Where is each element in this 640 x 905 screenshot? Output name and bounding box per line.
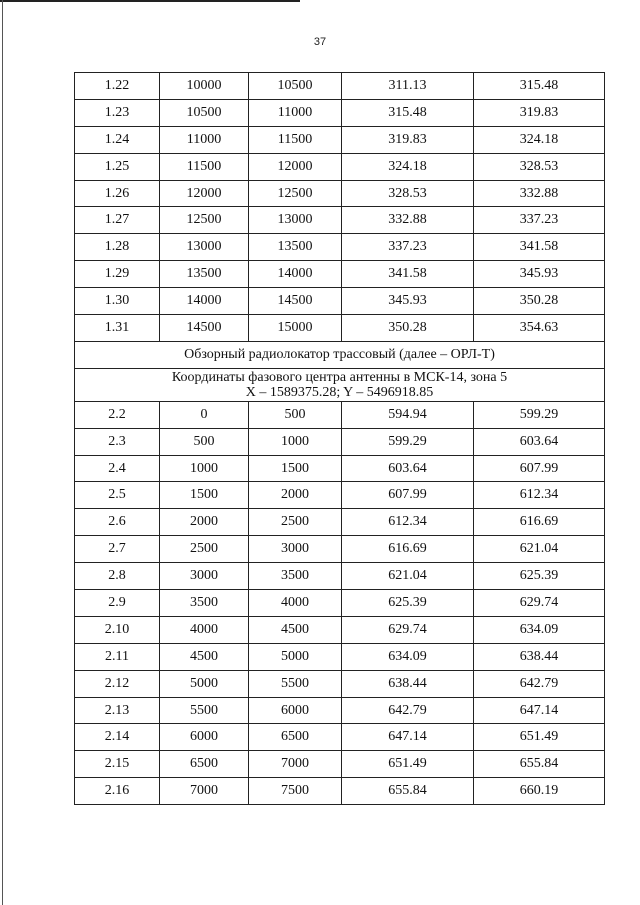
start-value-cell: 599.29 bbox=[342, 428, 474, 455]
to-value-cell: 14000 bbox=[249, 261, 342, 288]
table-row bbox=[75, 153, 605, 180]
from-value-cell: 11000 bbox=[160, 126, 249, 153]
table-row bbox=[75, 482, 605, 509]
row-number-cell: 1.27 bbox=[75, 207, 160, 234]
section-a-rows bbox=[75, 73, 605, 342]
end-value-cell: 629.74 bbox=[474, 590, 605, 617]
section-title: Обзорный радиолокатор трассовый (далее – ОРЛ-Т) bbox=[75, 341, 605, 368]
to-value-cell: 11500 bbox=[249, 126, 342, 153]
row-number-cell: 2.14 bbox=[75, 724, 160, 751]
to-value-cell: 7500 bbox=[249, 778, 342, 805]
data-table bbox=[74, 72, 605, 805]
scan-edge-top bbox=[0, 0, 300, 2]
coordinates-line-2: X – 1589375.28; Y – 5496918.85 bbox=[245, 384, 434, 400]
from-value-cell: 10500 bbox=[160, 99, 249, 126]
table-row bbox=[75, 73, 605, 100]
from-value-cell: 10000 bbox=[160, 73, 249, 100]
table-row bbox=[75, 126, 605, 153]
from-value-cell: 5000 bbox=[160, 670, 249, 697]
end-value-cell: 332.88 bbox=[474, 180, 605, 207]
end-value-cell: 607.99 bbox=[474, 455, 605, 482]
to-value-cell: 5500 bbox=[249, 670, 342, 697]
start-value-cell: 337.23 bbox=[342, 234, 474, 261]
coordinates-row bbox=[75, 368, 605, 401]
row-number-cell: 2.9 bbox=[75, 590, 160, 617]
end-value-cell: 350.28 bbox=[474, 288, 605, 315]
from-value-cell: 11500 bbox=[160, 153, 249, 180]
table-row bbox=[75, 401, 605, 428]
end-value-cell: 660.19 bbox=[474, 778, 605, 805]
end-value-cell: 647.14 bbox=[474, 697, 605, 724]
row-number-cell: 1.22 bbox=[75, 73, 160, 100]
end-value-cell: 634.09 bbox=[474, 616, 605, 643]
end-value-cell: 603.64 bbox=[474, 428, 605, 455]
from-value-cell: 14000 bbox=[160, 288, 249, 315]
end-value-cell: 345.93 bbox=[474, 261, 605, 288]
to-value-cell: 3000 bbox=[249, 536, 342, 563]
from-value-cell: 6000 bbox=[160, 724, 249, 751]
start-value-cell: 616.69 bbox=[342, 536, 474, 563]
to-value-cell: 3500 bbox=[249, 563, 342, 590]
to-value-cell: 6500 bbox=[249, 724, 342, 751]
end-value-cell: 337.23 bbox=[474, 207, 605, 234]
from-value-cell: 4500 bbox=[160, 643, 249, 670]
table-row bbox=[75, 180, 605, 207]
end-value-cell: 315.48 bbox=[474, 73, 605, 100]
to-value-cell: 12500 bbox=[249, 180, 342, 207]
start-value-cell: 634.09 bbox=[342, 643, 474, 670]
row-number-cell: 2.4 bbox=[75, 455, 160, 482]
row-number-cell: 2.15 bbox=[75, 751, 160, 778]
to-value-cell: 500 bbox=[249, 401, 342, 428]
row-number-cell: 2.13 bbox=[75, 697, 160, 724]
table-row bbox=[75, 778, 605, 805]
section-b-rows bbox=[75, 401, 605, 804]
row-number-cell: 2.7 bbox=[75, 536, 160, 563]
table-row bbox=[75, 616, 605, 643]
from-value-cell: 500 bbox=[160, 428, 249, 455]
start-value-cell: 625.39 bbox=[342, 590, 474, 617]
from-value-cell: 4000 bbox=[160, 616, 249, 643]
from-value-cell: 13500 bbox=[160, 261, 249, 288]
table-row bbox=[75, 590, 605, 617]
from-value-cell: 0 bbox=[160, 401, 249, 428]
start-value-cell: 647.14 bbox=[342, 724, 474, 751]
row-number-cell: 2.5 bbox=[75, 482, 160, 509]
table-row bbox=[75, 563, 605, 590]
table-row bbox=[75, 536, 605, 563]
to-value-cell: 13000 bbox=[249, 207, 342, 234]
start-value-cell: 315.48 bbox=[342, 99, 474, 126]
start-value-cell: 655.84 bbox=[342, 778, 474, 805]
end-value-cell: 324.18 bbox=[474, 126, 605, 153]
row-number-cell: 1.28 bbox=[75, 234, 160, 261]
from-value-cell: 1500 bbox=[160, 482, 249, 509]
row-number-cell: 1.30 bbox=[75, 288, 160, 315]
to-value-cell: 7000 bbox=[249, 751, 342, 778]
to-value-cell: 4000 bbox=[249, 590, 342, 617]
end-value-cell: 642.79 bbox=[474, 670, 605, 697]
end-value-cell: 655.84 bbox=[474, 751, 605, 778]
row-number-cell: 2.10 bbox=[75, 616, 160, 643]
to-value-cell: 2000 bbox=[249, 482, 342, 509]
from-value-cell: 6500 bbox=[160, 751, 249, 778]
to-value-cell: 10500 bbox=[249, 73, 342, 100]
row-number-cell: 2.2 bbox=[75, 401, 160, 428]
table-row bbox=[75, 509, 605, 536]
section-b-header bbox=[75, 341, 605, 401]
section-title-row bbox=[75, 341, 605, 368]
table-row bbox=[75, 261, 605, 288]
table-row bbox=[75, 697, 605, 724]
row-number-cell: 1.23 bbox=[75, 99, 160, 126]
end-value-cell: 341.58 bbox=[474, 234, 605, 261]
start-value-cell: 612.34 bbox=[342, 509, 474, 536]
end-value-cell: 328.53 bbox=[474, 153, 605, 180]
table-row bbox=[75, 234, 605, 261]
start-value-cell: 311.13 bbox=[342, 73, 474, 100]
end-value-cell: 612.34 bbox=[474, 482, 605, 509]
start-value-cell: 638.44 bbox=[342, 670, 474, 697]
table-row bbox=[75, 428, 605, 455]
row-number-cell: 2.6 bbox=[75, 509, 160, 536]
start-value-cell: 319.83 bbox=[342, 126, 474, 153]
start-value-cell: 324.18 bbox=[342, 153, 474, 180]
end-value-cell: 625.39 bbox=[474, 563, 605, 590]
start-value-cell: 651.49 bbox=[342, 751, 474, 778]
to-value-cell: 6000 bbox=[249, 697, 342, 724]
start-value-cell: 341.58 bbox=[342, 261, 474, 288]
to-value-cell: 5000 bbox=[249, 643, 342, 670]
scan-edge-left bbox=[2, 0, 3, 905]
table-row bbox=[75, 315, 605, 342]
from-value-cell: 14500 bbox=[160, 315, 249, 342]
row-number-cell: 2.8 bbox=[75, 563, 160, 590]
table-row bbox=[75, 724, 605, 751]
row-number-cell: 1.25 bbox=[75, 153, 160, 180]
row-number-cell: 1.24 bbox=[75, 126, 160, 153]
to-value-cell: 13500 bbox=[249, 234, 342, 261]
table-row bbox=[75, 751, 605, 778]
end-value-cell: 599.29 bbox=[474, 401, 605, 428]
end-value-cell: 616.69 bbox=[474, 509, 605, 536]
table-row bbox=[75, 455, 605, 482]
end-value-cell: 621.04 bbox=[474, 536, 605, 563]
table-row bbox=[75, 99, 605, 126]
row-number-cell: 1.31 bbox=[75, 315, 160, 342]
from-value-cell: 12000 bbox=[160, 180, 249, 207]
from-value-cell: 3000 bbox=[160, 563, 249, 590]
to-value-cell: 14500 bbox=[249, 288, 342, 315]
to-value-cell: 15000 bbox=[249, 315, 342, 342]
row-number-cell: 2.11 bbox=[75, 643, 160, 670]
from-value-cell: 13000 bbox=[160, 234, 249, 261]
page-number: 37 bbox=[313, 36, 327, 48]
start-value-cell: 345.93 bbox=[342, 288, 474, 315]
row-number-cell: 2.16 bbox=[75, 778, 160, 805]
start-value-cell: 328.53 bbox=[342, 180, 474, 207]
start-value-cell: 332.88 bbox=[342, 207, 474, 234]
row-number-cell: 1.29 bbox=[75, 261, 160, 288]
end-value-cell: 319.83 bbox=[474, 99, 605, 126]
to-value-cell: 2500 bbox=[249, 509, 342, 536]
to-value-cell: 1000 bbox=[249, 428, 342, 455]
end-value-cell: 354.63 bbox=[474, 315, 605, 342]
end-value-cell: 651.49 bbox=[474, 724, 605, 751]
from-value-cell: 2500 bbox=[160, 536, 249, 563]
start-value-cell: 607.99 bbox=[342, 482, 474, 509]
to-value-cell: 4500 bbox=[249, 616, 342, 643]
table-row bbox=[75, 207, 605, 234]
table-row bbox=[75, 670, 605, 697]
end-value-cell: 638.44 bbox=[474, 643, 605, 670]
table-row bbox=[75, 643, 605, 670]
from-value-cell: 5500 bbox=[160, 697, 249, 724]
start-value-cell: 594.94 bbox=[342, 401, 474, 428]
to-value-cell: 12000 bbox=[249, 153, 342, 180]
start-value-cell: 350.28 bbox=[342, 315, 474, 342]
start-value-cell: 629.74 bbox=[342, 616, 474, 643]
coordinates-cell bbox=[75, 368, 605, 401]
row-number-cell: 2.12 bbox=[75, 670, 160, 697]
from-value-cell: 7000 bbox=[160, 778, 249, 805]
from-value-cell: 1000 bbox=[160, 455, 249, 482]
row-number-cell: 2.3 bbox=[75, 428, 160, 455]
start-value-cell: 642.79 bbox=[342, 697, 474, 724]
row-number-cell: 1.26 bbox=[75, 180, 160, 207]
start-value-cell: 603.64 bbox=[342, 455, 474, 482]
coordinates-line-1: Координаты фазового центра антенны в МСК-14, зона 5 bbox=[171, 369, 508, 385]
start-value-cell: 621.04 bbox=[342, 563, 474, 590]
from-value-cell: 3500 bbox=[160, 590, 249, 617]
table-row bbox=[75, 288, 605, 315]
from-value-cell: 2000 bbox=[160, 509, 249, 536]
from-value-cell: 12500 bbox=[160, 207, 249, 234]
to-value-cell: 1500 bbox=[249, 455, 342, 482]
to-value-cell: 11000 bbox=[249, 99, 342, 126]
